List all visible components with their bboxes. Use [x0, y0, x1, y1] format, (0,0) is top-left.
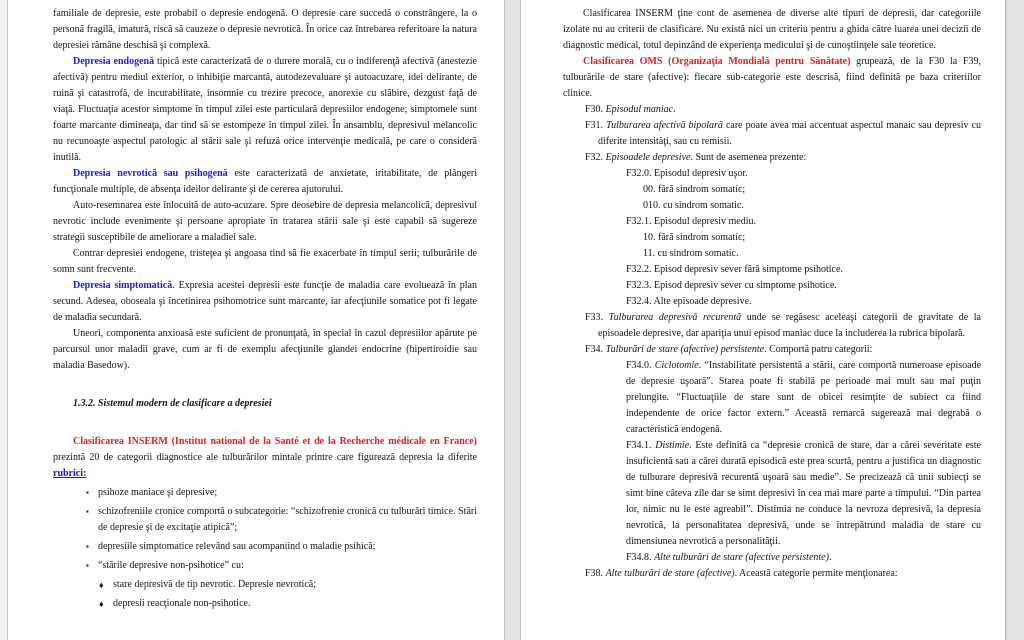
- text-run: Episodul maniac: [605, 104, 674, 115]
- text-run: F33.: [585, 312, 609, 323]
- square-bullet-icon: ▪: [86, 561, 89, 570]
- text-run: Contrar depresiei endogene, tristeţea şi angoasa tind să fie exacerbate în timpul serii; tulburările de somn sunt frecvente.: [53, 248, 477, 275]
- text-run: F31.: [585, 120, 607, 131]
- diamond-bullet-icon: ♦: [99, 580, 104, 590]
- text-run: F32.3. Episod depresiv sever cu simptome psihotice.: [626, 280, 837, 291]
- text-run: Auto-resemnarea este înlocuită de auto-acuzare. Spre deosebire de depresia melancolică, depresivul nevrotic include evenimente şi persoane apropiate în tratarea stării sale şi este capabil să sugereze strategii susceptibile de ameliorare a maladiei sale.: [53, 200, 477, 243]
- text-run: . “Instabilitate persistentă a stării, care comportă numeroase episoade de depresie uşoară”. Starea poate fi stabilă pe perioade mai mult sau mai puţin prelungite. “Fluctuaţiile de stare sunt de obicei resimţite de subiect ca fiind independente de orice factor extern.” Această remarcă sugerează mai degrabă o caracteristică endogenă.: [626, 360, 982, 435]
- text-run: 10. fără sindrom somatic;: [643, 232, 746, 243]
- text-run: . Este definită ca “depresie cronică de stare, dar a cărei severitate este insuficientă sau a cărei durată episodică este prea scurtă, pentru a justifica un diagnostic de tulburare depresivă recurentă uşoară sau medie”. Se precizează că unii subiecţi se simt bine câteva zile dar se simt depresivi în cea mai mare parte a timpului. “Din partea lor, nimic nu le este agreabil”. Distimia ne conduce la nevroza depresivă, la depresia nevrotică, la personalitatea depresivă, unde se întrepătrund maladia de stare cu dimensiunea nevrotică a personalităţii.: [626, 440, 981, 547]
- text-run: Clasificarea INSERM ţine cont de asemenea de diverse alte tipuri de depresii, dar categoriile izolate nu au criterii de clasificare. Nu există nici un criteriu pentru a ghida către luarea unei decizii de diagnostic medical, totul depinzând de experienţa medicului şi de cunoştiinţele sale teoretice.: [563, 8, 981, 51]
- paragraph: [563, 54, 981, 102]
- text-run: 010. cu sindrom somatic.: [643, 200, 744, 211]
- text-run: F38.: [585, 568, 606, 579]
- text-run: tipică este caracterizată de o durere morală, cu o indiferenţă afectivă (anestezie afectivă) pentru mediul exterior, o inhibiţie marcantă, autodezevaluare şi autoacuzare, idei delirante, de ruină şi catastrofă, de incurabilitate, insomnie cu trezire precoce, anorexie cu slăbire, dezgust faţă de viaţă. Fluctuaţia acestor simptome în timpul zilei este particulară depresiilor endogene; simptomele sunt foarte marcante dimineaţa, dar tind să se estompeze în timpul zilei. În ansamblu, depresivul melancolic nu recunoaşte aspectul patologic al stării sale şi refuză orice intervenţie medicală, pe care o consideră inutilă.: [53, 56, 477, 163]
- text-run: F32.1. Episodul depresiv mediu.: [626, 216, 756, 227]
- text-run: F32.2. Episod depresiv sever fără simptome psihotice.: [626, 264, 843, 275]
- paragraph: [53, 54, 477, 166]
- text-run: Tulburarea afectivă bipolară: [606, 120, 723, 131]
- text-run: . Comportă patru categorii:: [764, 344, 873, 355]
- list-item: [53, 539, 477, 555]
- text-run: F34.: [585, 344, 606, 355]
- classification-item: [563, 358, 981, 438]
- classification-item: [563, 246, 981, 262]
- text-run: “stările depresive non-psihotice” cu:: [98, 560, 244, 571]
- text-run: unde se regăsesc aceleaşi categorii de gravitate de la episoadele depresive, dar apariţia unui episod maniac duce la includerea la rubrica bipolară.: [598, 312, 981, 339]
- text-run: care poate avea mai accentuat aspectul manaic sau depresiv cu diferite intensităţi, sau cu remisii.: [598, 120, 981, 147]
- text-run: Alte tulburări de stare (afective persistente): [654, 552, 829, 563]
- text-run: Clasificarea INSERM (Institut national de la Santé et de la Recherche médicale en France): [73, 436, 477, 447]
- text-run: Clasificarea OMS (Organizaţia Mondială pentru Sănătate): [583, 56, 851, 67]
- paragraph: [53, 6, 477, 54]
- text-run: F30.: [585, 104, 606, 115]
- page-gap: [505, 0, 520, 640]
- text-run: F32.0. Episodul depresiv uşor.: [626, 168, 748, 179]
- text-run: . Această categorie permite menţionarea:: [734, 568, 898, 579]
- text-run: 1.3.2. Sistemul modern de clasificare a depresiei: [73, 398, 272, 409]
- text-run: Uneori, componenta anxioasă este suficient de pronunţată, în special în cazul depresiilor apărute pe parcursul unor maladii grave, cum ar fi de exemplu afecţiunile glandei endocrine (hipertiroidie sau maladia Basedow).: [53, 328, 477, 371]
- text-run: depresii reacţionale non-psihotice.: [113, 598, 251, 609]
- text-run: Depresia endogenă: [73, 56, 155, 67]
- text-run: Distimie: [655, 440, 690, 451]
- list-item: [53, 558, 477, 574]
- classification-item: [563, 262, 981, 278]
- list-item: [53, 596, 477, 612]
- square-bullet-icon: ▪: [86, 542, 89, 551]
- list-item: [53, 485, 477, 501]
- text-run: . Sunt de asemenea prezente:: [690, 152, 807, 163]
- text-run: prezintă 20 de categorii diagnostice ale tulburărilor mintale printre care figurează depresia la diferite: [53, 452, 477, 463]
- text-run: Tulburarea depresivă recurentă: [608, 312, 742, 323]
- text-run: Tulburări de stare (afective) persistente: [605, 344, 765, 355]
- text-run: psihoze maniace şi depresive;: [98, 487, 218, 498]
- text-run: .: [673, 104, 676, 115]
- classification-item: [563, 438, 981, 550]
- text-run: 00. fără sindrom somatic;: [643, 184, 746, 195]
- classification-item: [563, 550, 981, 566]
- rubrici-link[interactable]: rubrici:: [53, 468, 87, 479]
- paragraph: [53, 198, 477, 246]
- section-heading: [73, 396, 477, 412]
- text-run: F32.: [585, 152, 606, 163]
- text-run: Episoadele depresive: [605, 152, 691, 163]
- text-run: 11. cu sindrom somatic.: [643, 248, 739, 259]
- classification-item: [563, 182, 981, 198]
- square-bullet-icon: ▪: [86, 507, 89, 516]
- text-run: Alte tulburări de stare (afective): [605, 568, 735, 579]
- text-run: F32.4. Alte episoade depresive.: [626, 296, 752, 307]
- text-run: depresiile simptomatice relevând sau acompaniind o maladie psihică;: [98, 541, 376, 552]
- text-run: familiale de depresie, este probabil o depresie endogenă. O depresie care succedă o constrângere, la o personă fragilă, imatură, riscă să cauzeze o depresie nevrotică. În orice caz întrebarea referitoare la natura depresiei rămâne deschisă şi complexă.: [53, 8, 477, 51]
- classification-item: [563, 102, 981, 118]
- text-run: Depresia simptomatică: [73, 280, 173, 291]
- text-run: . Expresia acestei depresii este funcţie de maladia care evoluează în plan secund. Adesea, oboseala şi încetinirea psihomotrice sunt marcante, iar afecţiunile somatice pot fi legate de maladia secundară.: [53, 280, 477, 323]
- classification-item: [563, 118, 981, 150]
- classification-item: [563, 342, 981, 358]
- text-run: Depresia nevrotică sau psihogenă: [73, 168, 228, 179]
- paragraph: [53, 326, 477, 374]
- square-bullet-icon: ▪: [86, 488, 89, 497]
- classification-item: [563, 278, 981, 294]
- text-run: schizofreniile cronice comportă o subcategorie: “schizofrenie cronică cu tulburări timice. Stări de depresie şi de excitaţie atipică”;: [98, 506, 477, 533]
- classification-item: [563, 310, 981, 342]
- list-item: [53, 577, 477, 593]
- diamond-bullet-icon: ♦: [99, 599, 104, 609]
- list-item: [53, 504, 477, 536]
- text-run: este caracterizată de anxietate, iritabilitate, de plângeri funcţionale multiple, de absenţa ideilor delirante şi de cererea ajutorului.: [53, 168, 477, 195]
- text-run: .: [828, 552, 832, 563]
- right-gutter: [1006, 0, 1024, 640]
- classification-item: [563, 566, 981, 582]
- paragraph: [53, 246, 477, 278]
- classification-item: [563, 198, 981, 214]
- classification-item: [563, 230, 981, 246]
- text-run: F34.0.: [626, 360, 655, 371]
- paragraph: [53, 166, 477, 198]
- classification-item: [563, 166, 981, 182]
- paragraph: [563, 6, 981, 54]
- text-run: stare depresivă de tip nevrotic. Depresie nevrotică;: [113, 579, 316, 590]
- document-page-right[interactable]: [520, 0, 1006, 640]
- classification-item: [563, 294, 981, 310]
- text-run: F34.1.: [626, 440, 656, 451]
- paragraph: [53, 434, 477, 482]
- document-page-left[interactable]: [7, 0, 505, 640]
- classification-item: [563, 150, 981, 166]
- text-run: grupează, de la F30 la F39, tulburările de stare (afective): fiecare sub-categorie este descrisă, fiind definită pe baza criteriilor clinice.: [563, 56, 981, 99]
- classification-item: [563, 214, 981, 230]
- text-run: Ciclotomie: [654, 360, 699, 371]
- paragraph: [53, 278, 477, 326]
- text-run: F34.8.: [626, 552, 655, 563]
